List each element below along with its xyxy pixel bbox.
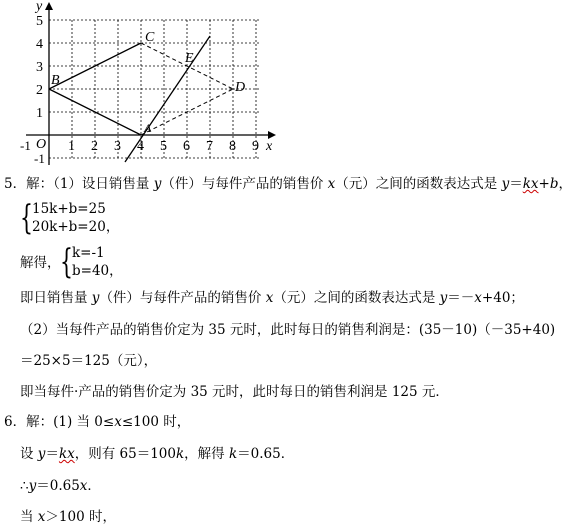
equation-system-2 — [60, 244, 123, 280]
y-axis-label: y — [36, 0, 43, 14]
sys2-row1: k=-1 — [72, 245, 105, 261]
p6-line3-b: ＝0.65 — [36, 478, 80, 494]
p6-line2-b: ，则有 65＝100 — [74, 446, 176, 462]
p6-line3 — [20, 478, 101, 494]
var-x: x — [79, 478, 88, 494]
p5-line4 — [20, 290, 524, 306]
p5-line1 — [4, 176, 572, 192]
p6-line2-c: ，解得 — [184, 446, 229, 462]
x-neg-tick: -1 — [20, 138, 31, 153]
var-k: k — [175, 446, 185, 462]
x-tick-6: 6 — [183, 139, 190, 154]
p5-line6: ＝25×5＝125（元）， — [20, 353, 158, 369]
plus-sign: + — [538, 176, 550, 192]
var-kx: kx — [58, 446, 75, 462]
x-tick-5: 5 — [160, 139, 167, 154]
p5-line1-end: ， — [558, 176, 572, 192]
brace-icon: { — [20, 198, 33, 238]
p5-line4-c: （元）之间的函数表达式是 — [273, 290, 440, 306]
coordinate-graph — [0, 0, 280, 165]
p5-line4-a: 即日销售量 — [20, 290, 92, 306]
var-x: x — [474, 290, 482, 306]
therefore-symbol: ∴ — [20, 478, 29, 494]
y-axis-arrow — [45, 2, 53, 10]
p6-line1-b: ≤100 时， — [121, 414, 191, 430]
var-x: x — [37, 509, 46, 525]
var-kx: kx — [522, 176, 539, 192]
y-tick-4: 4 — [36, 37, 43, 52]
p6-line4 — [20, 509, 116, 525]
sys2-row2: b=40， — [72, 263, 123, 279]
var-y: y — [91, 290, 100, 306]
var-x: x — [114, 414, 122, 430]
var-y: y — [37, 446, 46, 462]
p6-line1-a: 6．解：(1) 当 0≤ — [4, 414, 115, 430]
p6-line2-d: ＝0.65． — [237, 446, 295, 462]
sys1-row1: 15k+b=25 — [32, 201, 106, 217]
p5-line7: 即当每件·产品的销售价定为 35 元时，此时每日的销售利润是 125 元． — [20, 384, 449, 400]
p5-line4-b: （件）与每件产品的销售价 — [99, 290, 266, 306]
p6-line2-a: 设 — [20, 446, 38, 462]
eq-sign: ＝ — [45, 446, 59, 462]
y-tick-2: 2 — [36, 83, 43, 98]
brace-icon: { — [60, 242, 73, 282]
x-axis-arrow — [268, 131, 276, 139]
point-label-c: C — [145, 30, 155, 45]
y-tick-5: 5 — [36, 14, 43, 29]
x-tick-4: 4 — [137, 139, 144, 154]
point-label-e: E — [185, 51, 194, 66]
x-tick-2: 2 — [91, 139, 98, 154]
var-k: k — [228, 446, 238, 462]
p6-line4-b: ＞100 时， — [45, 509, 116, 525]
x-tick-3: 3 — [114, 139, 121, 154]
p5-line1-a: 5．解：（1）设日销售量 — [4, 176, 154, 192]
p5-line5: （2）当每件产品的销售价定为 35 元时，此时每日的销售利润是：(35－10)（－35+40) — [20, 322, 556, 338]
p5-line1-c: （元）之间的函数表达式是 — [335, 176, 502, 192]
x-tick-7: 7 — [206, 139, 213, 154]
point-label-a: A — [144, 121, 152, 135]
eq-sign: ＝ — [509, 176, 523, 192]
point-label-d: D — [235, 80, 246, 95]
solve-label: 解得， — [20, 255, 61, 271]
var-x: x — [327, 176, 336, 192]
y-tick-3: 3 — [36, 60, 43, 75]
var-y: y — [501, 176, 510, 192]
var-y: y — [28, 478, 37, 494]
origin-label: O — [36, 137, 47, 152]
x-tick-8: 8 — [229, 139, 236, 154]
x-tick-9: 9 — [252, 139, 259, 154]
p6-line4-a: 当 — [20, 509, 38, 525]
sys1-row2: 20k+b=20， — [32, 219, 120, 235]
x-tick-1: 1 — [68, 139, 75, 154]
p5-line1-b: （件）与每件产品的销售价 — [161, 176, 328, 192]
point-label-b: B — [51, 73, 60, 88]
equation-system-1 — [20, 200, 119, 236]
y-neg-tick: -1 — [34, 151, 45, 166]
var-y: y — [153, 176, 162, 192]
y-tick-1: 1 — [36, 106, 43, 121]
p6-line2 — [20, 446, 294, 462]
x-axis-label: x — [266, 139, 273, 154]
p5-line4-eq: ＝－ — [447, 290, 475, 306]
p6-line3-c: ． — [87, 478, 101, 494]
p5-line4-tail: +40； — [481, 290, 524, 306]
var-b: b — [549, 176, 559, 192]
var-y: y — [439, 290, 448, 306]
p6-line1 — [4, 414, 190, 430]
var-x: x — [265, 290, 274, 306]
